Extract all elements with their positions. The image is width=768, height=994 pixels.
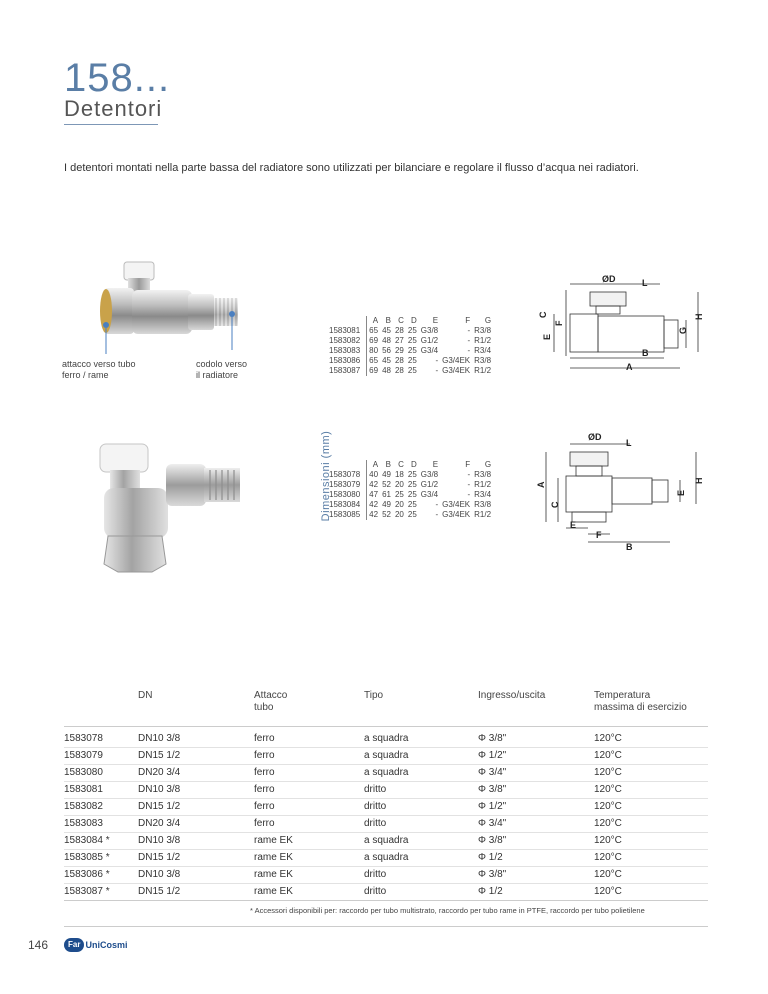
dim-row — [327, 470, 493, 480]
dim-code-cell: 1583084 — [327, 500, 367, 510]
header-line: Ingresso/uscita — [478, 690, 546, 701]
caption-line: ferro / rame — [62, 370, 109, 380]
caption-pipe-connection — [62, 359, 136, 381]
dim-header-cell: G — [484, 460, 492, 469]
table-cell: DN15 1/2 — [138, 884, 254, 901]
table-cell: rame EK — [254, 884, 364, 901]
dim-value-cell: R3/4 — [474, 490, 492, 499]
table-cell: dritto — [364, 816, 478, 833]
table-cell: rame EK — [254, 833, 364, 850]
table-cell: Φ 3/4" — [478, 816, 594, 833]
label-b: B — [626, 542, 633, 552]
dim-code-cell: 1583082 — [327, 336, 367, 346]
dim-value-cell: 25 — [407, 346, 417, 355]
straight-valve-drawing — [530, 270, 710, 375]
table-row — [64, 833, 708, 850]
table-cell: ferro — [254, 799, 364, 816]
dim-value-cell: 80 — [369, 346, 379, 355]
dim-code-cell: 1583085 — [327, 510, 367, 520]
label-a: A — [626, 362, 633, 372]
label-l: L — [642, 278, 648, 288]
table-cell: Φ 1/2" — [478, 748, 594, 765]
table-cell: rame EK — [254, 867, 364, 884]
table-cell: dritto — [364, 867, 478, 884]
table-cell: 120°C — [594, 850, 708, 867]
table-cell: 120°C — [594, 867, 708, 884]
dim-value-cell: G3/4 — [420, 490, 439, 499]
dim-value-cell: 25 — [407, 470, 417, 479]
dim-row — [327, 356, 493, 366]
dim-header-cell: B — [385, 460, 391, 469]
table-header-cell — [254, 686, 364, 727]
page-title: Detentori — [64, 96, 163, 121]
table-cell: ferro — [254, 816, 364, 833]
dim-value-cell: 49 — [382, 470, 391, 479]
label-b: B — [642, 348, 649, 358]
dim-value-cell: 18 — [394, 470, 404, 479]
table-cell: Φ 1/2" — [478, 799, 594, 816]
dim-header-cell: F — [465, 460, 471, 469]
dim-code-cell: 1583079 — [327, 480, 367, 490]
table-cell: a squadra — [364, 765, 478, 782]
dim-value-cell: 25 — [407, 490, 417, 499]
dim-value-cell: 56 — [382, 346, 391, 355]
table-header-cell — [138, 686, 254, 727]
dimension-table-straight — [327, 316, 493, 376]
table-cell: Φ 3/8" — [478, 867, 594, 884]
header-line: Temperatura — [594, 690, 651, 701]
header-line: Attacco — [254, 690, 288, 701]
header-line: massima di esercizio — [594, 702, 687, 713]
table-cell: DN15 1/2 — [138, 850, 254, 867]
table-header-cell — [478, 686, 594, 727]
caption-radiator-tail — [196, 359, 247, 381]
logo-text: UniCosmi — [85, 940, 128, 950]
table-cell: DN10 3/8 — [138, 727, 254, 748]
table-cell: dritto — [364, 799, 478, 816]
table-cell: 120°C — [594, 727, 708, 748]
label-e-bottom: E — [570, 520, 577, 530]
dim-value-cell: - — [467, 326, 471, 335]
table-cell: ferro — [254, 782, 364, 799]
dim-value-cell: R3/8 — [474, 356, 492, 365]
dim-value-cell: 42 — [369, 510, 379, 519]
dim-value-cell: - — [467, 336, 471, 345]
table-row — [64, 727, 708, 748]
dim-header-cell: C — [398, 316, 404, 325]
table-cell: ferro — [254, 727, 364, 748]
dim-header-cell: A — [372, 460, 379, 469]
dim-value-cell: G3/4EK — [442, 356, 471, 365]
dim-value-cell: G3/8 — [420, 470, 439, 479]
dim-header-row — [327, 460, 493, 470]
table-cell: 120°C — [594, 799, 708, 816]
page-number: 146 — [28, 938, 49, 952]
label-f: F — [554, 320, 564, 326]
table-cell: 1583085 * — [64, 850, 138, 867]
dim-header-cell: B — [385, 316, 391, 325]
caption-line: attacco verso tubo — [62, 359, 136, 369]
dim-header-cell: D — [411, 316, 417, 325]
caption-line: il radiatore — [196, 370, 239, 380]
table-row — [64, 765, 708, 782]
table-cell: DN15 1/2 — [138, 748, 254, 765]
dim-value-cell: G3/4EK — [442, 510, 471, 519]
label-f: F — [596, 530, 602, 540]
caption-line: codolo verso — [196, 359, 248, 369]
brand-logo — [64, 938, 127, 952]
product-table — [64, 686, 708, 901]
dim-header-cell: G — [484, 316, 492, 325]
dim-code-cell: 1583081 — [327, 326, 367, 336]
dim-value-cell: 48 — [382, 366, 391, 375]
dim-value-cell: - — [435, 366, 439, 375]
dim-row — [327, 346, 493, 356]
dim-value-cell: 25 — [407, 500, 417, 509]
table-cell: 120°C — [594, 748, 708, 765]
table-cell: DN10 3/8 — [138, 867, 254, 884]
label-e: E — [542, 333, 552, 340]
table-cell: a squadra — [364, 833, 478, 850]
dim-value-cell: G1/2 — [420, 480, 439, 489]
dim-row — [327, 500, 493, 510]
dim-value-cell: 25 — [407, 326, 417, 335]
label-h: H — [694, 313, 704, 320]
table-cell: Φ 3/4" — [478, 765, 594, 782]
header-line: DN — [138, 690, 153, 701]
dim-value-cell: R1/2 — [474, 366, 492, 375]
dim-value-cell: 65 — [369, 356, 379, 365]
dim-value-cell: 48 — [382, 336, 391, 345]
dim-value-cell: G3/4 — [420, 346, 439, 355]
label-e-right: E — [676, 489, 686, 496]
dim-value-cell: 61 — [382, 490, 391, 499]
dim-value-cell: 25 — [407, 510, 417, 519]
dim-code-cell: 1583083 — [327, 346, 367, 356]
dim-value-cell: - — [435, 356, 439, 365]
dim-value-cell: - — [467, 470, 471, 479]
dim-value-cell: G3/4EK — [442, 366, 471, 375]
dimensions-label: Dimensioni (mm) — [320, 430, 332, 522]
dim-code-cell: 1583086 — [327, 356, 367, 366]
dim-value-cell: 65 — [369, 326, 379, 335]
dim-value-cell: R3/8 — [474, 470, 492, 479]
table-cell: 1583083 — [64, 816, 138, 833]
dim-value-cell: 40 — [369, 470, 379, 479]
dim-value-cell: 42 — [369, 480, 379, 489]
table-row — [64, 850, 708, 867]
table-row — [64, 884, 708, 901]
dim-row — [327, 490, 493, 500]
dim-value-cell: R1/2 — [474, 510, 492, 519]
dim-value-cell: 45 — [382, 326, 391, 335]
dim-value-cell: 20 — [394, 480, 404, 489]
label-c: C — [538, 311, 548, 318]
dim-header-cell: D — [411, 460, 417, 469]
table-cell: a squadra — [364, 850, 478, 867]
table-cell: DN20 3/4 — [138, 816, 254, 833]
table-cell: 1583080 — [64, 765, 138, 782]
dim-value-cell: 42 — [369, 500, 379, 509]
dim-value-cell: 29 — [394, 346, 404, 355]
table-row — [64, 782, 708, 799]
angled-valve-drawing — [530, 428, 710, 553]
table-cell: Φ 3/8" — [478, 727, 594, 748]
dim-header-cell: E — [432, 460, 439, 469]
dim-value-cell: - — [435, 500, 439, 509]
dim-value-cell: - — [435, 510, 439, 519]
dim-value-cell: 20 — [394, 510, 404, 519]
table-cell: dritto — [364, 782, 478, 799]
dim-row — [327, 510, 493, 520]
footer-divider — [64, 926, 708, 927]
dim-value-cell: G3/4EK — [442, 500, 471, 509]
dim-header-cell: A — [372, 316, 379, 325]
dim-value-cell: 25 — [407, 366, 417, 375]
dim-row — [327, 336, 493, 346]
label-a: A — [536, 481, 546, 488]
dim-value-cell: G3/8 — [420, 326, 439, 335]
label-l: L — [626, 438, 632, 448]
dim-header-cell — [327, 316, 367, 326]
dim-value-cell: R1/2 — [474, 336, 492, 345]
table-cell: 120°C — [594, 765, 708, 782]
dim-value-cell: 20 — [394, 500, 404, 509]
straight-valve-photo — [96, 250, 246, 360]
dim-value-cell: R3/8 — [474, 326, 492, 335]
dim-value-cell: 28 — [394, 326, 404, 335]
table-cell: 1583082 — [64, 799, 138, 816]
table-cell: ferro — [254, 748, 364, 765]
table-cell: a squadra — [364, 748, 478, 765]
table-cell: 120°C — [594, 833, 708, 850]
dim-value-cell: 69 — [369, 336, 379, 345]
table-cell: 1583084 * — [64, 833, 138, 850]
dim-header-cell: F — [465, 316, 471, 325]
header-line: Tipo — [364, 690, 384, 701]
table-cell: 1583078 — [64, 727, 138, 748]
table-cell: 120°C — [594, 816, 708, 833]
dim-value-cell: - — [467, 490, 471, 499]
dim-row — [327, 366, 493, 376]
dim-value-cell: 45 — [382, 356, 391, 365]
table-cell: dritto — [364, 884, 478, 901]
dim-row — [327, 326, 493, 336]
table-cell: Φ 3/8" — [478, 782, 594, 799]
table-header-cell — [594, 686, 708, 727]
footnote: * Accessori disponibili per: raccordo per tubo multistrato, raccordo per tubo rame in PTFE, raccordo per tubo polietilene — [250, 906, 645, 915]
dim-value-cell: - — [467, 480, 471, 489]
dim-header-cell: E — [432, 316, 439, 325]
dim-value-cell: 28 — [394, 356, 404, 365]
dim-value-cell: 25 — [407, 336, 417, 345]
series-number: 158... — [64, 56, 171, 100]
dim-code-cell: 1583080 — [327, 490, 367, 500]
table-cell: DN15 1/2 — [138, 799, 254, 816]
dim-value-cell: R3/8 — [474, 500, 492, 509]
dim-value-cell: 49 — [382, 500, 391, 509]
dim-value-cell: R1/2 — [474, 480, 492, 489]
table-cell: 1583086 * — [64, 867, 138, 884]
dim-value-cell: 28 — [394, 366, 404, 375]
dim-value-cell: - — [467, 346, 471, 355]
label-h: H — [694, 477, 704, 484]
dim-header-row — [327, 316, 493, 326]
table-row — [64, 799, 708, 816]
dim-value-cell: 52 — [382, 510, 391, 519]
table-cell: 1583079 — [64, 748, 138, 765]
label-d: ØD — [602, 274, 616, 284]
table-cell: DN10 3/8 — [138, 782, 254, 799]
table-cell: 120°C — [594, 884, 708, 901]
intro-text: I detentori montati nella parte bassa del radiatore sono utilizzati per bilanciare e regolare il flusso d’acqua nei radiatori. — [64, 162, 639, 174]
dim-value-cell: 69 — [369, 366, 379, 375]
dim-code-cell: 1583087 — [327, 366, 367, 376]
dim-code-cell: 1583078 — [327, 470, 367, 480]
table-cell: Φ 1/2 — [478, 884, 594, 901]
table-header-cell — [64, 686, 138, 727]
table-header-cell — [364, 686, 478, 727]
table-row — [64, 748, 708, 765]
dim-value-cell: 52 — [382, 480, 391, 489]
table-cell: a squadra — [364, 727, 478, 748]
label-g: G — [678, 326, 688, 334]
dim-value-cell: 25 — [407, 480, 417, 489]
table-header-row — [64, 686, 708, 727]
angled-valve-photo — [96, 440, 256, 575]
label-c: C — [550, 501, 560, 508]
dim-row — [327, 480, 493, 490]
table-cell: 120°C — [594, 782, 708, 799]
label-d: ØD — [588, 432, 602, 442]
table-cell: DN20 3/4 — [138, 765, 254, 782]
dim-value-cell: 25 — [394, 490, 404, 499]
logo-badge: Far — [64, 938, 84, 952]
dimension-table-angled — [327, 460, 493, 520]
table-cell: DN10 3/8 — [138, 833, 254, 850]
table-cell: 1583081 — [64, 782, 138, 799]
dim-value-cell: R3/4 — [474, 346, 492, 355]
dim-value-cell: 25 — [407, 356, 417, 365]
table-row — [64, 816, 708, 833]
table-cell: ferro — [254, 765, 364, 782]
title-divider — [64, 124, 158, 125]
dim-value-cell: G1/2 — [420, 336, 439, 345]
dim-header-cell — [327, 460, 367, 470]
dim-value-cell: 47 — [369, 490, 379, 499]
dim-header-cell: C — [398, 460, 404, 469]
header-line: tubo — [254, 702, 274, 713]
dim-value-cell: 27 — [394, 336, 404, 345]
table-row — [64, 867, 708, 884]
table-cell: Φ 3/8" — [478, 833, 594, 850]
table-cell: rame EK — [254, 850, 364, 867]
table-cell: Φ 1/2 — [478, 850, 594, 867]
table-cell: 1583087 * — [64, 884, 138, 901]
